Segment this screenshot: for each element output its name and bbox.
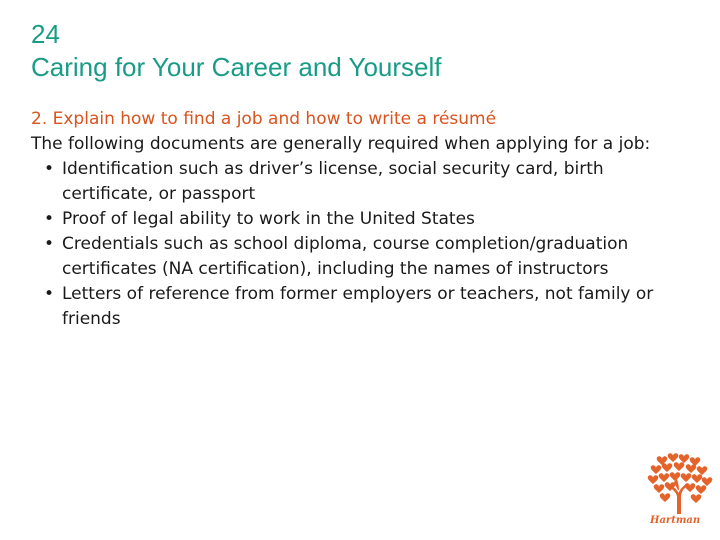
bullet-point: • (44, 209, 55, 229)
list-item-text: Credentials such as school diploma, course completion/graduation certificates (NA certification), including the names of instructors (62, 234, 629, 279)
slide-title (31, 18, 442, 84)
list-item (31, 282, 696, 332)
bullet-point: • (44, 159, 55, 179)
bullet-point: • (44, 284, 55, 304)
list-item (31, 232, 696, 282)
list-item-text: Proof of legal ability to work in the United States (62, 209, 475, 229)
list-item (31, 157, 696, 207)
list-item-text: Letters of reference from former employers or teachers, not family or friends (62, 284, 654, 329)
slide-content (31, 107, 696, 332)
hartman-logo-text: Hartman (650, 515, 701, 526)
list-item (31, 207, 696, 232)
chapter-title: Caring for Your Career and Yourself (31, 52, 442, 82)
intro-text: The following documents are generally required when applying for a job: (31, 134, 651, 154)
chapter-number: 24 (31, 19, 60, 49)
bullet-point: • (44, 234, 55, 254)
list-item-text: Identification such as driver’s license, social security card, birth certificate, or passport (62, 159, 604, 204)
learning-objective-heading: 2. Explain how to find a job and how to write a résumé (31, 109, 497, 129)
document-list (31, 157, 696, 332)
